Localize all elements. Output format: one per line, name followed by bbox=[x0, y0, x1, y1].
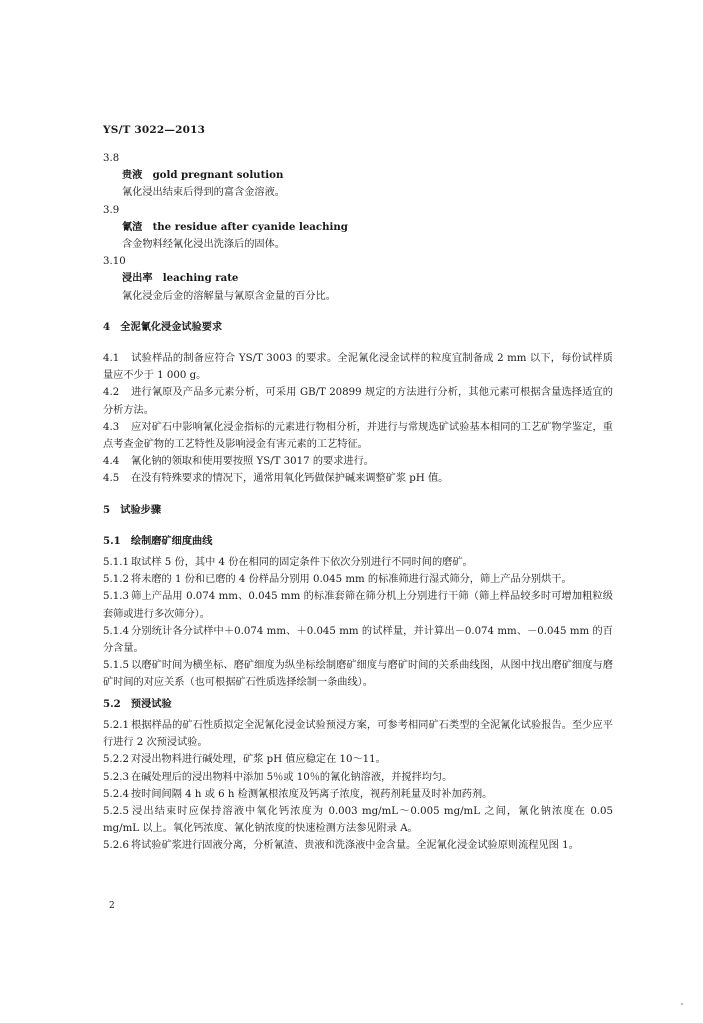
term-en: the residue after cyanide leaching bbox=[152, 220, 348, 233]
clause-5-2-5 bbox=[103, 803, 613, 837]
clause-text: 在碱处理后的浸出物料中添加 5％或 10％的氰化钠溶液，并搅拌均匀。 bbox=[131, 771, 453, 783]
term-number: 3.8 bbox=[103, 153, 120, 164]
clause-number: 5.1.1 bbox=[103, 557, 129, 569]
clause-5-2-3 bbox=[103, 769, 613, 786]
clause-number: 5.1.4 bbox=[103, 625, 129, 637]
clause-text: 分别统计各分试样中＋0.074 mm、＋0.045 mm 的试样量，并计算出－0.074 mm、－0.045 mm 的百分含量。 bbox=[103, 625, 613, 655]
clause-number: 5.2.6 bbox=[103, 840, 129, 852]
clause-4-2 bbox=[103, 384, 613, 418]
clause-number: 5.2.2 bbox=[103, 754, 129, 766]
clause-5-2-2 bbox=[103, 751, 613, 768]
clause-text: 将试验矿浆进行固液分离，分析氰渣、贵液和洗涤液中金含量。全泥氰化浸金试验原则流程见图 1。 bbox=[131, 840, 579, 852]
clause-5-1-5 bbox=[103, 657, 613, 691]
clause-number: 4.1 bbox=[103, 353, 120, 365]
clause-4-1 bbox=[103, 350, 613, 384]
term-en: leaching rate bbox=[162, 272, 239, 285]
section-4-title: 4 全泥氰化浸金试验要求 bbox=[103, 320, 223, 333]
clause-text: 在没有特殊要求的情况下，通常用氧化钙做保护碱来调整矿浆 pH 值。 bbox=[131, 473, 449, 485]
clause-number: 4.3 bbox=[103, 421, 120, 433]
term-definition: 氰化浸出结束后得到的富含金溶液。 bbox=[122, 187, 285, 199]
document-body bbox=[103, 150, 613, 855]
term-definition: 氰化浸金后金的溶解量与氰原含金量的百分比。 bbox=[122, 290, 336, 302]
clause-text: 按时间间隔 4 h 或 6 h 检测氰根浓度及钙离子浓度，视药剂耗量及时补加药剂。 bbox=[131, 788, 493, 800]
clause-text: 对浸出物料进行碱处理，矿浆 pH 值应稳定在 10～11。 bbox=[131, 754, 386, 766]
clause-number: 4.5 bbox=[103, 473, 120, 485]
section-5-2-title: 5.2 预浸试验 bbox=[103, 697, 172, 710]
clause-number: 5.2.1 bbox=[103, 719, 129, 731]
term-heading bbox=[103, 270, 613, 287]
clause-number: 5.2.3 bbox=[103, 771, 129, 783]
clause-number: 5.2.4 bbox=[103, 788, 129, 800]
clause-4-5 bbox=[103, 470, 613, 487]
clause-text: 进行氰原及产品多元素分析，可采用 GB/T 20899 规定的方法进行分析，其他元素可根据含量选择适宜的分析方法。 bbox=[103, 387, 613, 416]
clause-5-2-1 bbox=[103, 717, 613, 751]
clause-text: 以磨矿时间为横坐标、磨矿细度为纵坐标绘制磨矿细度与磨矿时间的关系曲线图，从图中找出磨矿细度与磨矿时间的对应关系（也可根据矿石性质选择绘制一条曲线）。 bbox=[103, 660, 613, 689]
scan-speck bbox=[681, 1003, 683, 1005]
clause-number: 5.2.5 bbox=[103, 805, 129, 817]
term-heading bbox=[103, 219, 613, 236]
clause-text: 将未磨的 1 份和已磨的 4 份样品分别用 0.045 mm 的标准筛进行湿式筛分，筛上产品分别烘干。 bbox=[131, 574, 572, 586]
clause-number: 5.1.3 bbox=[103, 591, 129, 603]
clause-number: 5.1.5 bbox=[103, 660, 129, 672]
clause-text: 浸出结束时应保持溶液中氧化钙浓度为 0.003 mg/mL～0.005 mg/mL 之间，氰化钠浓度在 0.05 mg/mL 以上。氧化钙浓度、氰化钠浓度的快速检测方法参见附录 A。 bbox=[103, 805, 613, 835]
clause-4-4 bbox=[103, 453, 613, 470]
term-definition: 含金物料经氰化浸出洗涤后的固体。 bbox=[122, 239, 285, 251]
term-number: 3.10 bbox=[103, 256, 126, 268]
clause-text: 筛上产品用 0.074 mm、0.045 mm 的标准套筛在筛分机上分别进行干筛（筛上样品较多时可增加粗粒级套筛或进行多次筛分）。 bbox=[103, 591, 613, 620]
term-en: gold pregnant solution bbox=[152, 169, 284, 182]
clause-5-2-4 bbox=[103, 786, 613, 803]
term-cn: 贵液 bbox=[122, 169, 143, 182]
clause-5-1-2 bbox=[103, 571, 613, 588]
clause-text: 应对矿石中影响氰化浸金指标的元素进行物相分析，并进行与常规选矿试验基本相同的工艺矿物学鉴定，重点考查金矿物的工艺特性及影响浸金有害元素的工艺特征。 bbox=[103, 421, 613, 451]
clause-text: 氰化钠的领取和使用要按照 YS/T 3017 的要求进行。 bbox=[131, 456, 374, 468]
term-cn: 浸出率 bbox=[122, 272, 153, 285]
clause-text: 试验样品的制备应符合 YS/T 3003 的要求。全泥氰化浸金试样的粒度宜制备成 2 mm 以下，每份试样质量应不少于 1 000 g。 bbox=[103, 353, 613, 382]
clause-number: 4.4 bbox=[103, 456, 120, 468]
clause-number: 4.2 bbox=[103, 387, 120, 399]
term-cn: 氰渣 bbox=[122, 220, 143, 233]
section-5-title: 5 试验步骤 bbox=[103, 503, 162, 516]
clause-5-1-3 bbox=[103, 588, 613, 622]
clause-4-3 bbox=[103, 419, 613, 453]
clause-number: 5.1.2 bbox=[103, 574, 129, 586]
term-number: 3.9 bbox=[103, 204, 120, 216]
standard-code-header: YS/T 3022—2013 bbox=[103, 124, 206, 136]
clause-5-1-4 bbox=[103, 623, 613, 657]
clause-5-1-1 bbox=[103, 554, 613, 571]
clause-text: 取试样 5 份，其中 4 份在相同的固定条件下依次分别进行不同时间的磨矿。 bbox=[131, 557, 473, 569]
term-heading bbox=[103, 167, 613, 184]
clause-5-2-6 bbox=[103, 837, 613, 854]
page-number: 2 bbox=[109, 901, 115, 911]
section-5-1-title: 5.1 绘制磨矿细度曲线 bbox=[103, 534, 213, 547]
clause-text: 根据样品的矿石性质拟定全泥氰化浸金试验预浸方案，可参考相同矿石类型的全泥氰化试验报告。至少应平行进行 2 次预浸试验。 bbox=[103, 719, 613, 749]
